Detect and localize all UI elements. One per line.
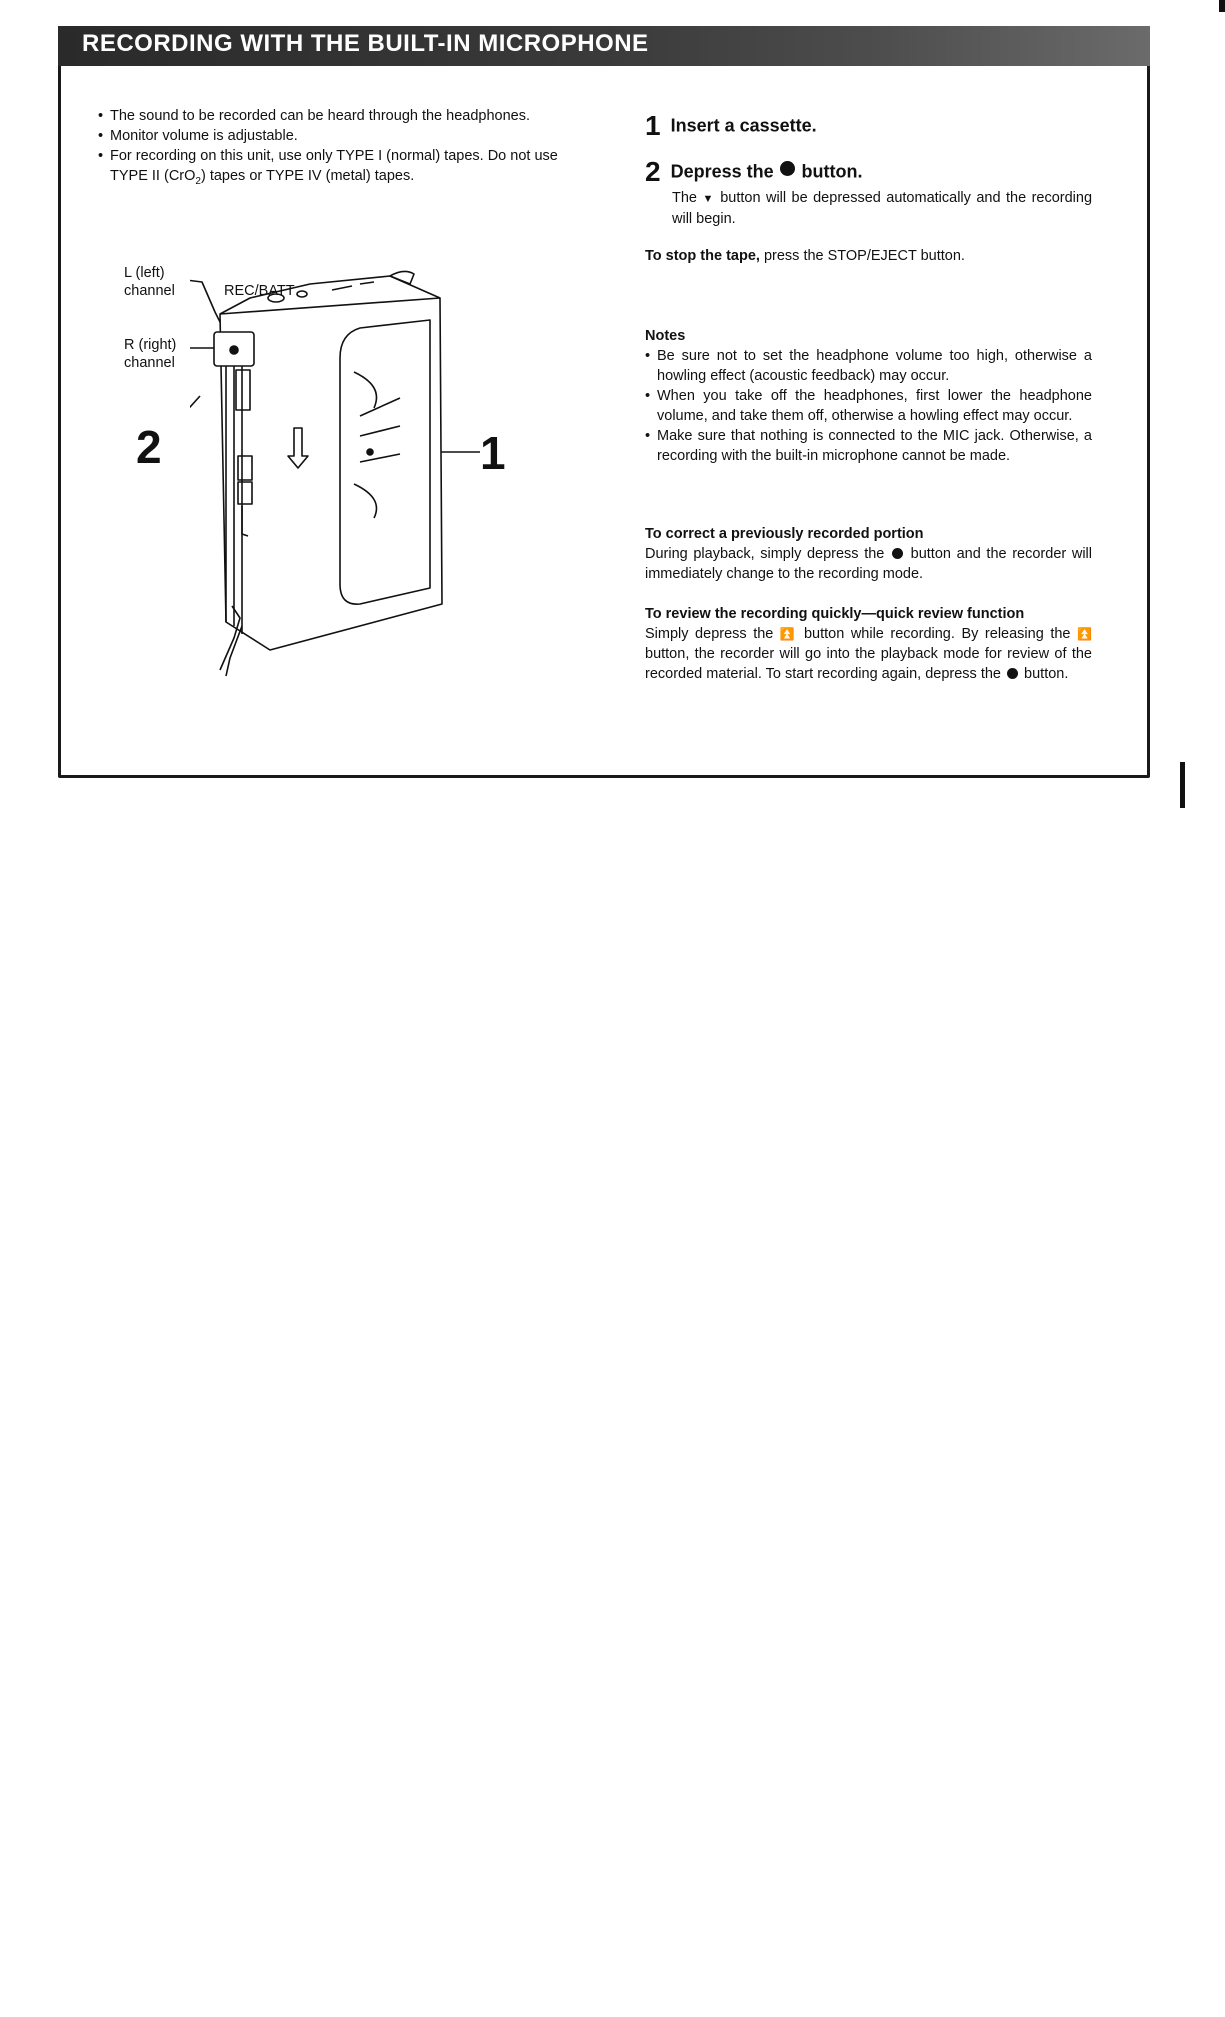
tape-type-text: For recording on this unit, use only TYPE I (normal) tapes. Do not use TYPE II (CrO: [110, 148, 558, 184]
step-2: [645, 156, 863, 188]
note-item: • Make sure that nothing is connected to the MIC jack. Otherwise, a recording with the built-in microphone cannot be made.: [645, 426, 1092, 466]
quick-review-icon: ⏫: [779, 627, 798, 641]
review-text-d: button.: [1024, 666, 1069, 682]
review-text-a: Simply depress the: [645, 626, 774, 642]
stop-text: press the STOP/EJECT button.: [763, 248, 965, 264]
record-dot-icon: [1007, 668, 1018, 679]
review-text-b: button while recording. By releasing the: [803, 626, 1071, 642]
step-2-body: [672, 188, 1092, 229]
correct-text-b: button and the recorder will immediately change to the recording mode.: [645, 546, 1092, 582]
page-title: RECORDING WITH THE BUILT-IN MICROPHONE: [82, 30, 649, 57]
review-heading: To review the recording quickly—quick review function: [645, 606, 1025, 622]
step-2-title-a: Depress the: [670, 161, 774, 182]
label-right-channel-2: channel: [124, 355, 175, 371]
step-2-body-a: The: [672, 190, 697, 206]
intro-bullet-tape-type: [98, 146, 598, 192]
edge-marker-top: [1219, 0, 1225, 12]
label-left-channel-2: channel: [124, 283, 175, 299]
callout-2: 2: [136, 421, 162, 473]
review-text-c: button, the recorder will go into the playback mode for review of the recorded material. To start recording again, depress the: [645, 646, 1092, 682]
tape-type-text-end: ) tapes or TYPE IV (metal) tapes.: [200, 168, 415, 184]
step-1-title: Insert a cassette.: [670, 115, 817, 136]
step-2-title-b: button.: [801, 161, 863, 182]
label-rec-batt: REC/BATT: [224, 283, 295, 299]
edge-marker: [1180, 762, 1185, 808]
step-2-number: 2: [645, 156, 661, 187]
note-item: • When you take off the headphones, first lower the headphone volume, and take them off, otherwise a howling effect may occur.: [645, 386, 1092, 426]
step-1-number: 1: [645, 110, 661, 141]
leader-step-2: [190, 396, 200, 452]
stop-instruction: [645, 246, 1092, 266]
record-dot-icon: [780, 161, 795, 176]
intro-bullet-headphones: • The sound to be recorded can be heard through the headphones.: [98, 106, 598, 126]
leader-left-channel: [190, 278, 222, 326]
cassette-recorder-illustration: [190, 266, 510, 686]
stop-lead: To stop the tape,: [645, 248, 760, 264]
review-body: [645, 624, 1092, 684]
record-dot-icon: [892, 548, 903, 559]
step-2-body-b: button will be depressed automatically and the recording will begin.: [672, 190, 1093, 227]
correct-section: [645, 524, 1092, 584]
quick-review-icon: ⏫: [1077, 627, 1092, 641]
step-1: [645, 110, 817, 142]
notes-list: [645, 346, 1092, 466]
review-section: [645, 604, 1092, 684]
pause-triangle-icon: ▼: [702, 193, 715, 205]
intro-list: [98, 106, 598, 192]
note-item: • Be sure not to set the headphone volume too high, otherwise a howling effect (acoustic feedback) may occur.: [645, 346, 1092, 386]
correct-body: [645, 544, 1092, 584]
label-left-channel-1: L (left): [124, 265, 165, 281]
intro-bullet-volume: • Monitor volume is adjustable.: [98, 126, 598, 146]
correct-heading: To correct a previously recorded portion: [645, 526, 924, 542]
tape-type-subscript: 2: [195, 175, 201, 187]
label-right-channel-1: R (right): [124, 337, 177, 353]
notes-heading: Notes: [645, 328, 686, 344]
notes-section: [645, 326, 1092, 466]
callout-1: 1: [480, 427, 506, 479]
correct-text-a: During playback, simply depress the: [645, 546, 885, 562]
